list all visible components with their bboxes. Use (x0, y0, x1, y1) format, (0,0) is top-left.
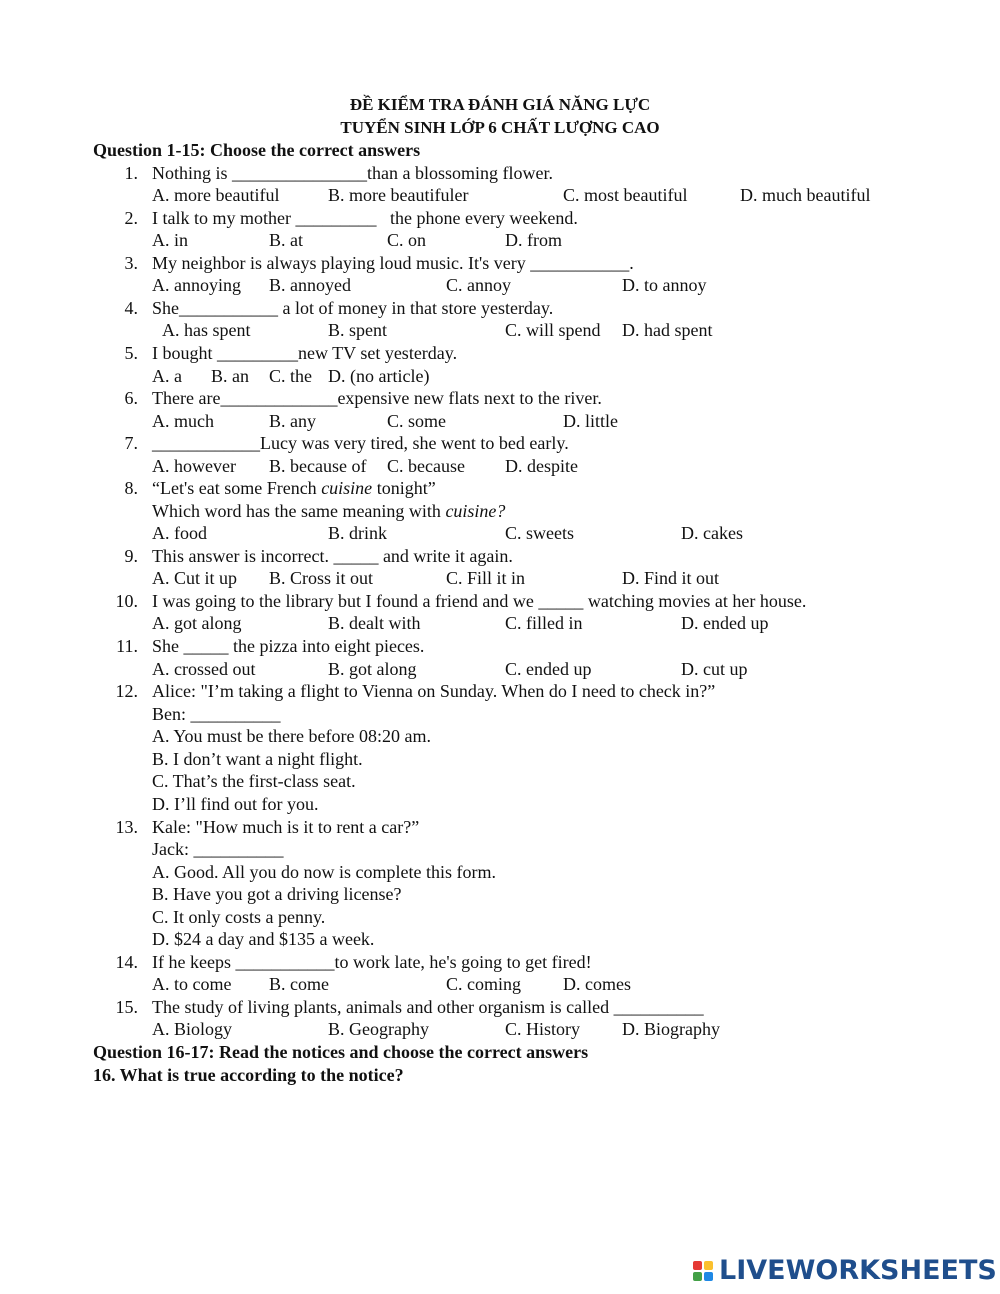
option-d[interactable]: D. cakes (681, 523, 743, 543)
option-a[interactable]: A. food (152, 523, 207, 543)
question-number: 10. (115, 591, 138, 611)
question-number: 13. (115, 817, 138, 837)
question-text: Alice: "I’m taking a flight to Vienna on Sunday. When do I need to check in?” (152, 681, 716, 701)
document-title-line-2: TUYỂN SINH LỚP 6 CHẤT LƯỢNG CAO (340, 118, 660, 137)
italic-keyword: cuisine? (445, 501, 506, 521)
option-d[interactable]: D. from (505, 230, 562, 250)
option-a[interactable]: A. more beautiful (152, 185, 280, 205)
question-number: 1. (124, 163, 138, 183)
question-text: She _____ the pizza into eight pieces. (152, 636, 425, 656)
question-text (152, 477, 436, 499)
option-d[interactable]: D. cut up (681, 659, 748, 679)
question-text: Nothing is _______________than a blossoming flower. (152, 163, 553, 183)
option-a[interactable]: A. Biology (152, 1019, 233, 1039)
option-c[interactable]: C. History (505, 1019, 581, 1039)
option-a[interactable]: A. a (152, 366, 182, 386)
option-a[interactable]: A. however (152, 456, 236, 476)
option-b[interactable]: B. annoyed (269, 275, 351, 295)
option-d[interactable]: D. I’ll find out for you. (152, 794, 319, 814)
option-a[interactable]: A. has spent (162, 320, 251, 340)
question-text: There are_____________expensive new flats next to the river. (152, 388, 602, 408)
document-title-line-1: ĐỀ KIỂM TRA ĐÁNH GIÁ NĂNG LỰC (349, 95, 651, 114)
option-c[interactable]: C. ended up (505, 659, 592, 679)
question-number: 11. (116, 636, 138, 656)
section-heading-16-17: Question 16-17: Read the notices and choose the correct answers (93, 1042, 589, 1062)
option-d[interactable]: D. despite (505, 456, 578, 476)
option-d[interactable]: D. (no article) (328, 366, 430, 386)
option-a[interactable]: A. to come (152, 974, 232, 994)
subtext-before: Which word has the same meaning with (152, 501, 446, 521)
question-text: ____________Lucy was very tired, she went to bed early. (152, 433, 569, 453)
question-number: 2. (124, 208, 138, 228)
option-c[interactable]: C. filled in (505, 613, 583, 633)
section-heading-1-15: Question 1-15: Choose the correct answers (93, 140, 421, 160)
option-b[interactable]: B. got along (328, 659, 417, 679)
option-c[interactable]: C. some (387, 411, 447, 431)
question-text: This answer is incorrect. _____ and write it again. (152, 546, 513, 566)
italic-keyword: cuisine (321, 478, 373, 498)
question-text-before: “Let's eat some French (152, 478, 322, 498)
question-number: 9. (124, 546, 138, 566)
question-text-after: tonight” (372, 478, 436, 498)
option-b[interactable]: B. Cross it out (269, 568, 374, 588)
question-text: Kale: "How much is it to rent a car?” (152, 817, 420, 837)
option-c[interactable]: C. That’s the first-class seat. (152, 771, 356, 791)
option-d[interactable]: D. Find it out (622, 568, 720, 588)
option-b[interactable]: B. Geography (328, 1019, 429, 1039)
option-b[interactable]: B. dealt with (328, 613, 421, 633)
option-b[interactable]: B. I don’t want a night flight. (152, 749, 363, 769)
option-b[interactable]: B. come (269, 974, 329, 994)
option-b[interactable]: B. Have you got a driving license? (152, 884, 402, 904)
option-a[interactable]: A. annoying (152, 275, 241, 295)
option-a[interactable]: A. in (152, 230, 188, 250)
option-b[interactable]: B. any (269, 411, 316, 431)
option-c[interactable]: C. on (387, 230, 427, 250)
option-a[interactable]: A. got along (152, 613, 242, 633)
option-c[interactable]: C. Fill it in (446, 568, 526, 588)
question-number: 3. (124, 253, 138, 273)
question-text: I talk to my mother _________ the phone every weekend. (152, 208, 578, 228)
option-d[interactable]: D. much beautiful (740, 185, 871, 205)
question-number: 5. (124, 343, 138, 363)
option-b[interactable]: B. drink (328, 523, 388, 543)
option-c[interactable]: C. the (269, 366, 312, 386)
option-c[interactable]: C. because (387, 456, 465, 476)
question-number: 6. (124, 388, 138, 408)
option-d[interactable]: D. little (563, 411, 618, 431)
option-d[interactable]: D. $24 a day and $135 a week. (152, 929, 375, 949)
option-c[interactable]: C. sweets (505, 523, 574, 543)
option-a[interactable]: A. much (152, 411, 214, 431)
option-c[interactable]: C. will spend (505, 320, 601, 340)
question-text: My neighbor is always playing loud music. It's very ___________. (152, 253, 634, 273)
option-c[interactable]: C. annoy (446, 275, 511, 295)
option-a[interactable]: A. crossed out (152, 659, 256, 679)
option-a[interactable]: A. You must be there before 08:20 am. (152, 726, 431, 746)
question-text: I was going to the library but I found a friend and we _____ watching movies at her house. (152, 591, 807, 611)
option-b[interactable]: B. an (211, 366, 249, 386)
liveworksheets-logo-text: LIVEWORKSHEETS (719, 1255, 997, 1286)
option-c[interactable]: C. coming (446, 974, 521, 994)
option-d[interactable]: D. had spent (622, 320, 713, 340)
option-c[interactable]: C. It only costs a penny. (152, 907, 326, 927)
option-b[interactable]: B. more beautifuler (328, 185, 469, 205)
option-d[interactable]: D. ended up (681, 613, 769, 633)
question-text: She___________ a lot of money in that store yesterday. (152, 298, 554, 318)
question-number: 14. (115, 952, 138, 972)
question-number: 4. (124, 298, 138, 318)
liveworksheets-logo-icon (693, 1259, 715, 1283)
option-b[interactable]: B. at (269, 230, 303, 250)
question-text: I bought _________new TV set yesterday. (152, 343, 458, 363)
question-subtext (152, 500, 505, 522)
option-d[interactable]: D. comes (563, 974, 631, 994)
question-text: The study of living plants, animals and other organism is called __________ (152, 997, 704, 1017)
question-subtext: Ben: __________ (152, 704, 281, 724)
question-number: 12. (115, 681, 138, 701)
question-subtext: Jack: __________ (152, 839, 284, 859)
liveworksheets-logo (693, 1257, 997, 1285)
option-d[interactable]: D. to annoy (622, 275, 707, 295)
question-number: 7. (124, 433, 138, 453)
option-b[interactable]: B. because of (269, 456, 367, 476)
option-b[interactable]: B. spent (328, 320, 388, 340)
question-number: 8. (124, 478, 138, 498)
option-c[interactable]: C. most beautiful (563, 185, 688, 205)
option-d[interactable]: D. Biography (622, 1019, 720, 1039)
option-a[interactable]: A. Good. All you do now is complete this form. (152, 862, 496, 882)
question-text: If he keeps ___________to work late, he's going to get fired! (152, 952, 592, 972)
option-a[interactable]: A. Cut it up (152, 568, 238, 588)
question-16-heading: 16. What is true according to the notice? (93, 1065, 404, 1085)
question-number: 15. (115, 997, 138, 1017)
